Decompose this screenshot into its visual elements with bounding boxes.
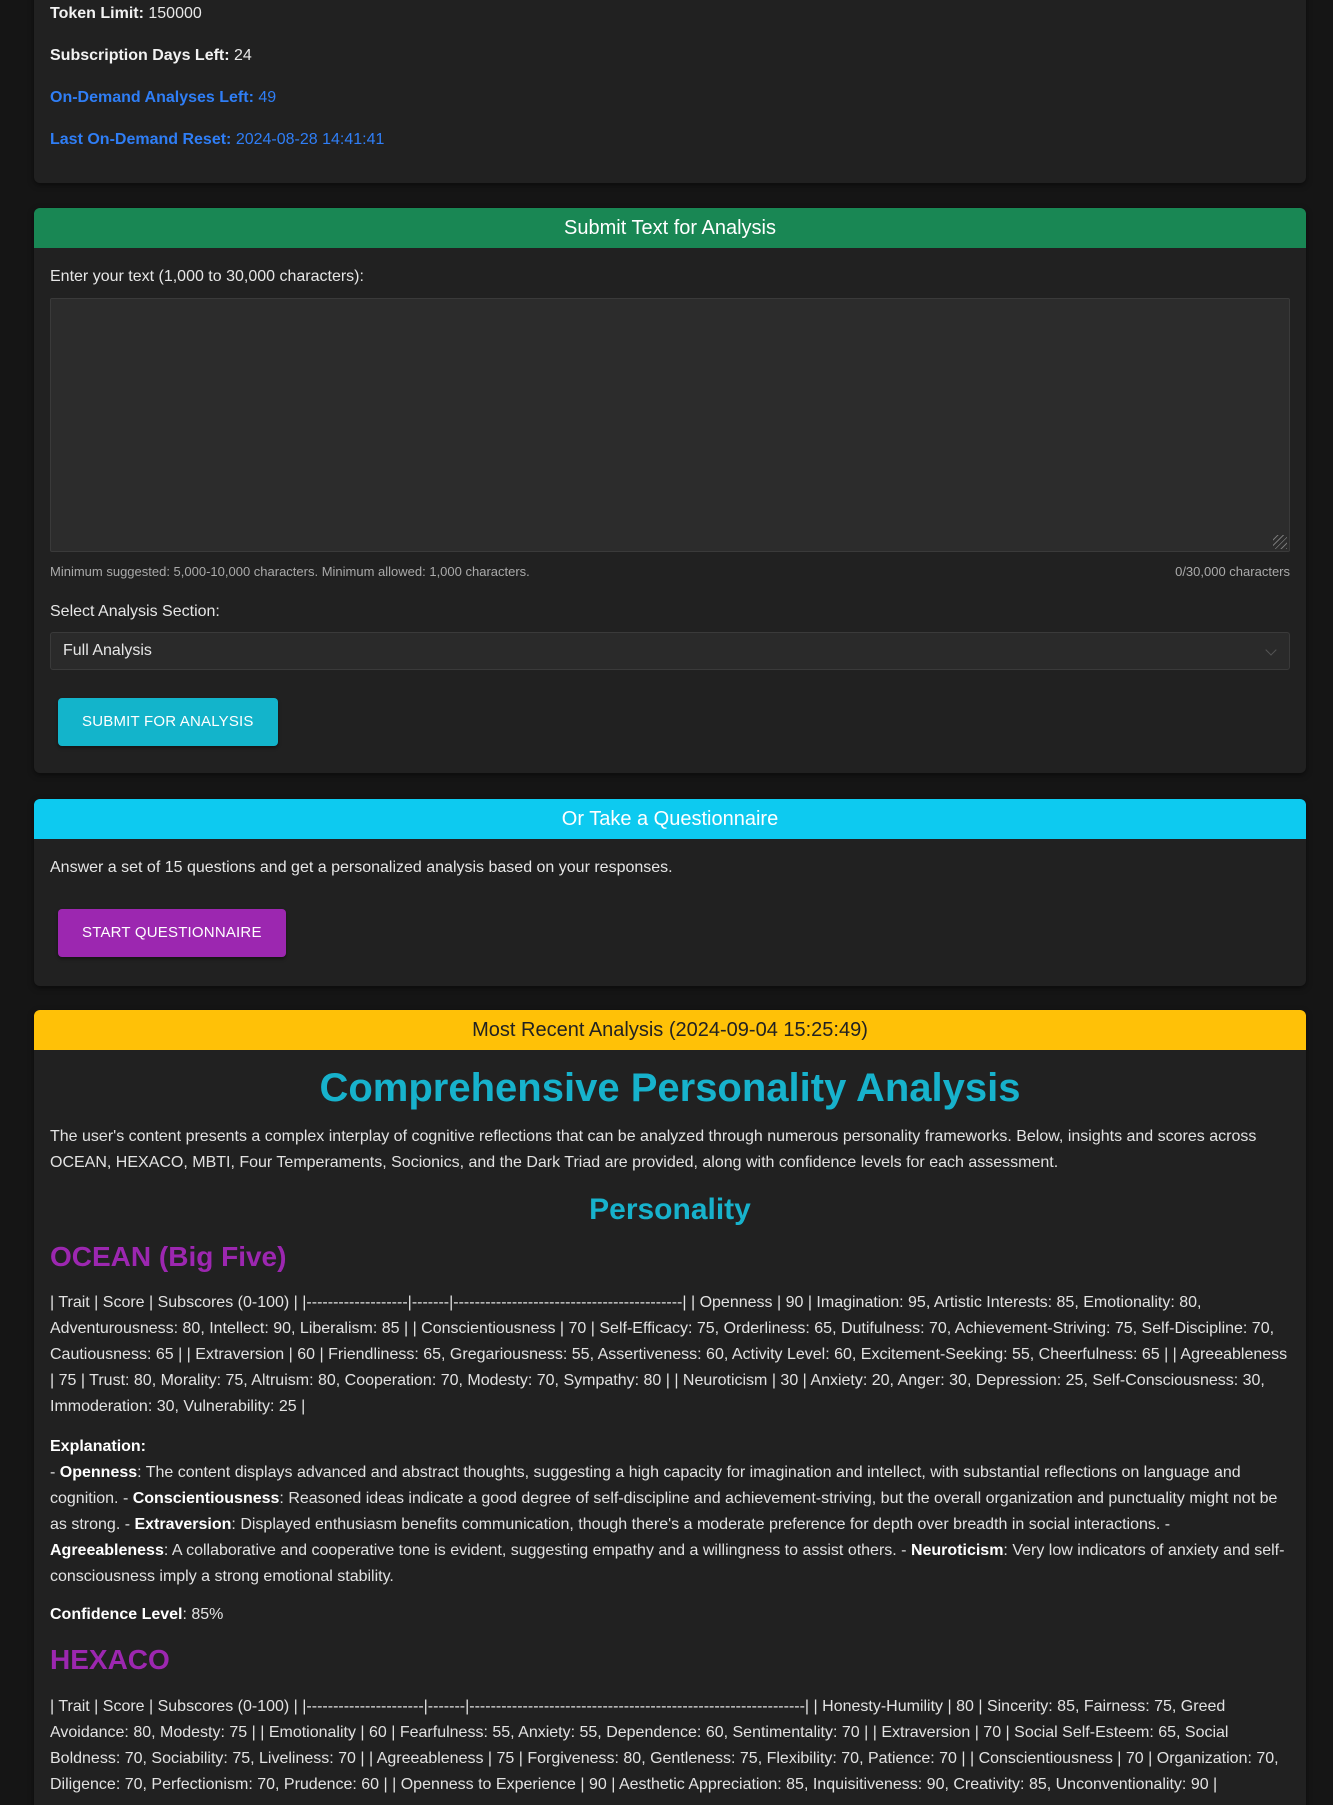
- analysis-section-select[interactable]: [50, 632, 1290, 670]
- start-questionnaire-button[interactable]: START QUESTIONNAIRE: [58, 909, 286, 957]
- analysis-title: Comprehensive Personality Analysis: [319, 1066, 1021, 1110]
- submit-text-card: [34, 208, 1306, 773]
- subscription-days-left: [50, 47, 252, 65]
- agreeableness-label: Agreeableness: [50, 1542, 164, 1559]
- questionnaire-card-header: Or Take a Questionnaire: [34, 799, 1306, 839]
- last-reset-value: 2024-08-28 14:41:41: [235, 131, 385, 148]
- personality-section-title: Personality: [589, 1193, 751, 1226]
- ocean-title: OCEAN (Big Five): [50, 1241, 287, 1272]
- days-left-label: Subscription Days Left:: [50, 47, 230, 64]
- chevron-down-icon: [1265, 644, 1276, 655]
- analysis-text-input[interactable]: [50, 298, 1290, 552]
- character-hint: Minimum suggested: 5,000-10,000 characters. Minimum allowed: 1,000 characters.: [50, 564, 530, 579]
- submit-card-header: Submit Text for Analysis: [34, 208, 1306, 248]
- confidence-value: : 85%: [182, 1606, 224, 1623]
- days-left-value: 24: [234, 47, 252, 64]
- ondemand-left-value: 49: [258, 89, 277, 106]
- token-limit-label: Token Limit:: [50, 5, 144, 22]
- neuroticism-label: Neuroticism: [910, 1542, 1004, 1559]
- ocean-explanation: Explanation: - Openness: The content displays advanced and abstract thoughts, suggesting a high capacity for imagination and intellect, with substantial reflections on language and cognition. - Conscientiousness: Reasoned ideas indicate a good degree of self-discipline and achievement-striving, but the overall organization and punctuality might not be as strong. - Extraversion: Displayed enthusiasm benefits communication, though there's a moderate preference for depth over breadth in social interactions. - Agreeableness: A collaborative and cooperative tone is evident, suggesting empathy and a willingness to assist others. - Neuroticism: Very low indicators of anxiety and self-consciousness imply a strong emotional stability.: [50, 1438, 1285, 1585]
- ondemand-analyses-left: [50, 89, 276, 107]
- conscientiousness-text: : Reasoned ideas indicate a good degree of self-discipline and achievement-striving, but the overall organization and punctuality might not be as strong. -: [50, 1490, 1278, 1533]
- token-limit-value: 150000: [148, 5, 202, 22]
- recent-analysis-card: [34, 1010, 1306, 1805]
- ocean-table-text: | Trait | Score | Subscores (0-100) | |-------------------|-------|-------------------------------------------| | Openness | 90 | Imagination: 95, Artistic Interests: 85, Emotionality: 80, Adventurousness: 80, Intellect: 90, Liberalism: 85 | | Conscientiousness | 70 | Self-Efficacy: 75, Orderliness: 65, Dutifulness: 70, Achievement-Striving: 75, Self-Discipline: 70, Cautiousness: 65 | | Extraversion | 60 | Friendliness: 65, Gregariousness: 55, Assertiveness: 60, Activity Level: 60, Excitement-Seeking: 55, Cheerfulness: 65 | | Agreeableness | 75 | Trust: 80, Morality: 75, Altruism: 80, Cooperation: 70, Modesty: 70, Sympathy: 80 | | Neuroticism | 30 | Anxiety: 20, Anger: 30, Depression: 25, Self-Consciousness: 30, Immoderation: 30, Vulnerability: 25 |: [50, 1294, 1288, 1415]
- resize-handle-icon[interactable]: [1273, 535, 1287, 549]
- questionnaire-description: Answer a set of 15 questions and get a personalized analysis based on your responses.: [50, 859, 673, 876]
- analysis-section-selected: Full Analysis: [63, 642, 152, 659]
- last-ondemand-reset: [50, 131, 384, 149]
- section-select-label: Select Analysis Section:: [50, 603, 220, 620]
- recent-analysis-header: Most Recent Analysis (2024-09-04 15:25:49): [34, 1010, 1306, 1050]
- neuroticism-text: : Very low indicators of anxiety and self-consciousness imply a strong emotional stability.: [50, 1542, 1285, 1585]
- text-input-label: Enter your text (1,000 to 30,000 characters):: [50, 268, 364, 285]
- explanation-label: Explanation:: [50, 1438, 147, 1455]
- conscientiousness-label: Conscientiousness: [132, 1490, 280, 1507]
- analysis-intro: The user's content presents a complex interplay of cognitive reflections that can be analyzed through numerous personality frameworks. Below, insights and scores across OCEAN, HEXACO, MBTI, Four Temperaments, Socionics, and the Dark Triad are provided, along with confidence levels for each assessment.: [50, 1128, 1257, 1171]
- account-info-card: [34, 0, 1306, 183]
- character-count: 0/30,000 characters: [1175, 564, 1290, 579]
- ocean-confidence: [50, 1602, 1290, 1628]
- extraversion-text: : Displayed enthusiasm benefits communication, though there's a moderate preference for depth over breadth in social interactions. -: [231, 1516, 1171, 1533]
- extraversion-label: Extraversion: [134, 1516, 232, 1533]
- hexaco-title: HEXACO: [50, 1644, 170, 1675]
- hexaco-table-text: | Trait | Score | Subscores (0-100) | |----------------------|-------|---------------------------------------------------------------| | Honesty-Humility | 80 | Sincerity: 85, Fairness: 75, Greed Avoidance: 80, Modesty: 75 | | Emotionality | 60 | Fearfulness: 55, Anxiety: 55, Dependence: 60, Sentimentality: 70 | | Extraversion | 70 | Social Self-Esteem: 65, Social Boldness: 70, Sociability: 75, Liveliness: 70 | | Agreeableness | 75 | Forgiveness: 80, Gentleness: 75, Flexibility: 70, Patience: 70 | | Conscientiousness | 70 | Organization: 70, Diligence: 70, Perfectionism: 70, Prudence: 60 | | Openness to Experience | 90 | Aesthetic Appreciation: 85, Inquisitiveness: 90, Creativity: 85, Unconventionality: 90 |: [50, 1698, 1279, 1793]
- ondemand-left-label: On-Demand Analyses Left:: [50, 89, 254, 106]
- questionnaire-card: [34, 799, 1306, 986]
- token-limit: [50, 5, 202, 23]
- confidence-label: Confidence Level: [50, 1606, 183, 1623]
- openness-label: Openness: [59, 1464, 138, 1481]
- agreeableness-text: : A collaborative and cooperative tone is evident, suggesting empathy and a willingness to assist others. -: [163, 1542, 911, 1559]
- last-reset-label: Last On-Demand Reset:: [50, 131, 232, 148]
- submit-for-analysis-button[interactable]: SUBMIT FOR ANALYSIS: [58, 698, 278, 746]
- openness-text: : The content displays advanced and abstract thoughts, suggesting a high capacity for imagination and intellect, with substantial reflections on language and cognition. -: [50, 1464, 1241, 1507]
